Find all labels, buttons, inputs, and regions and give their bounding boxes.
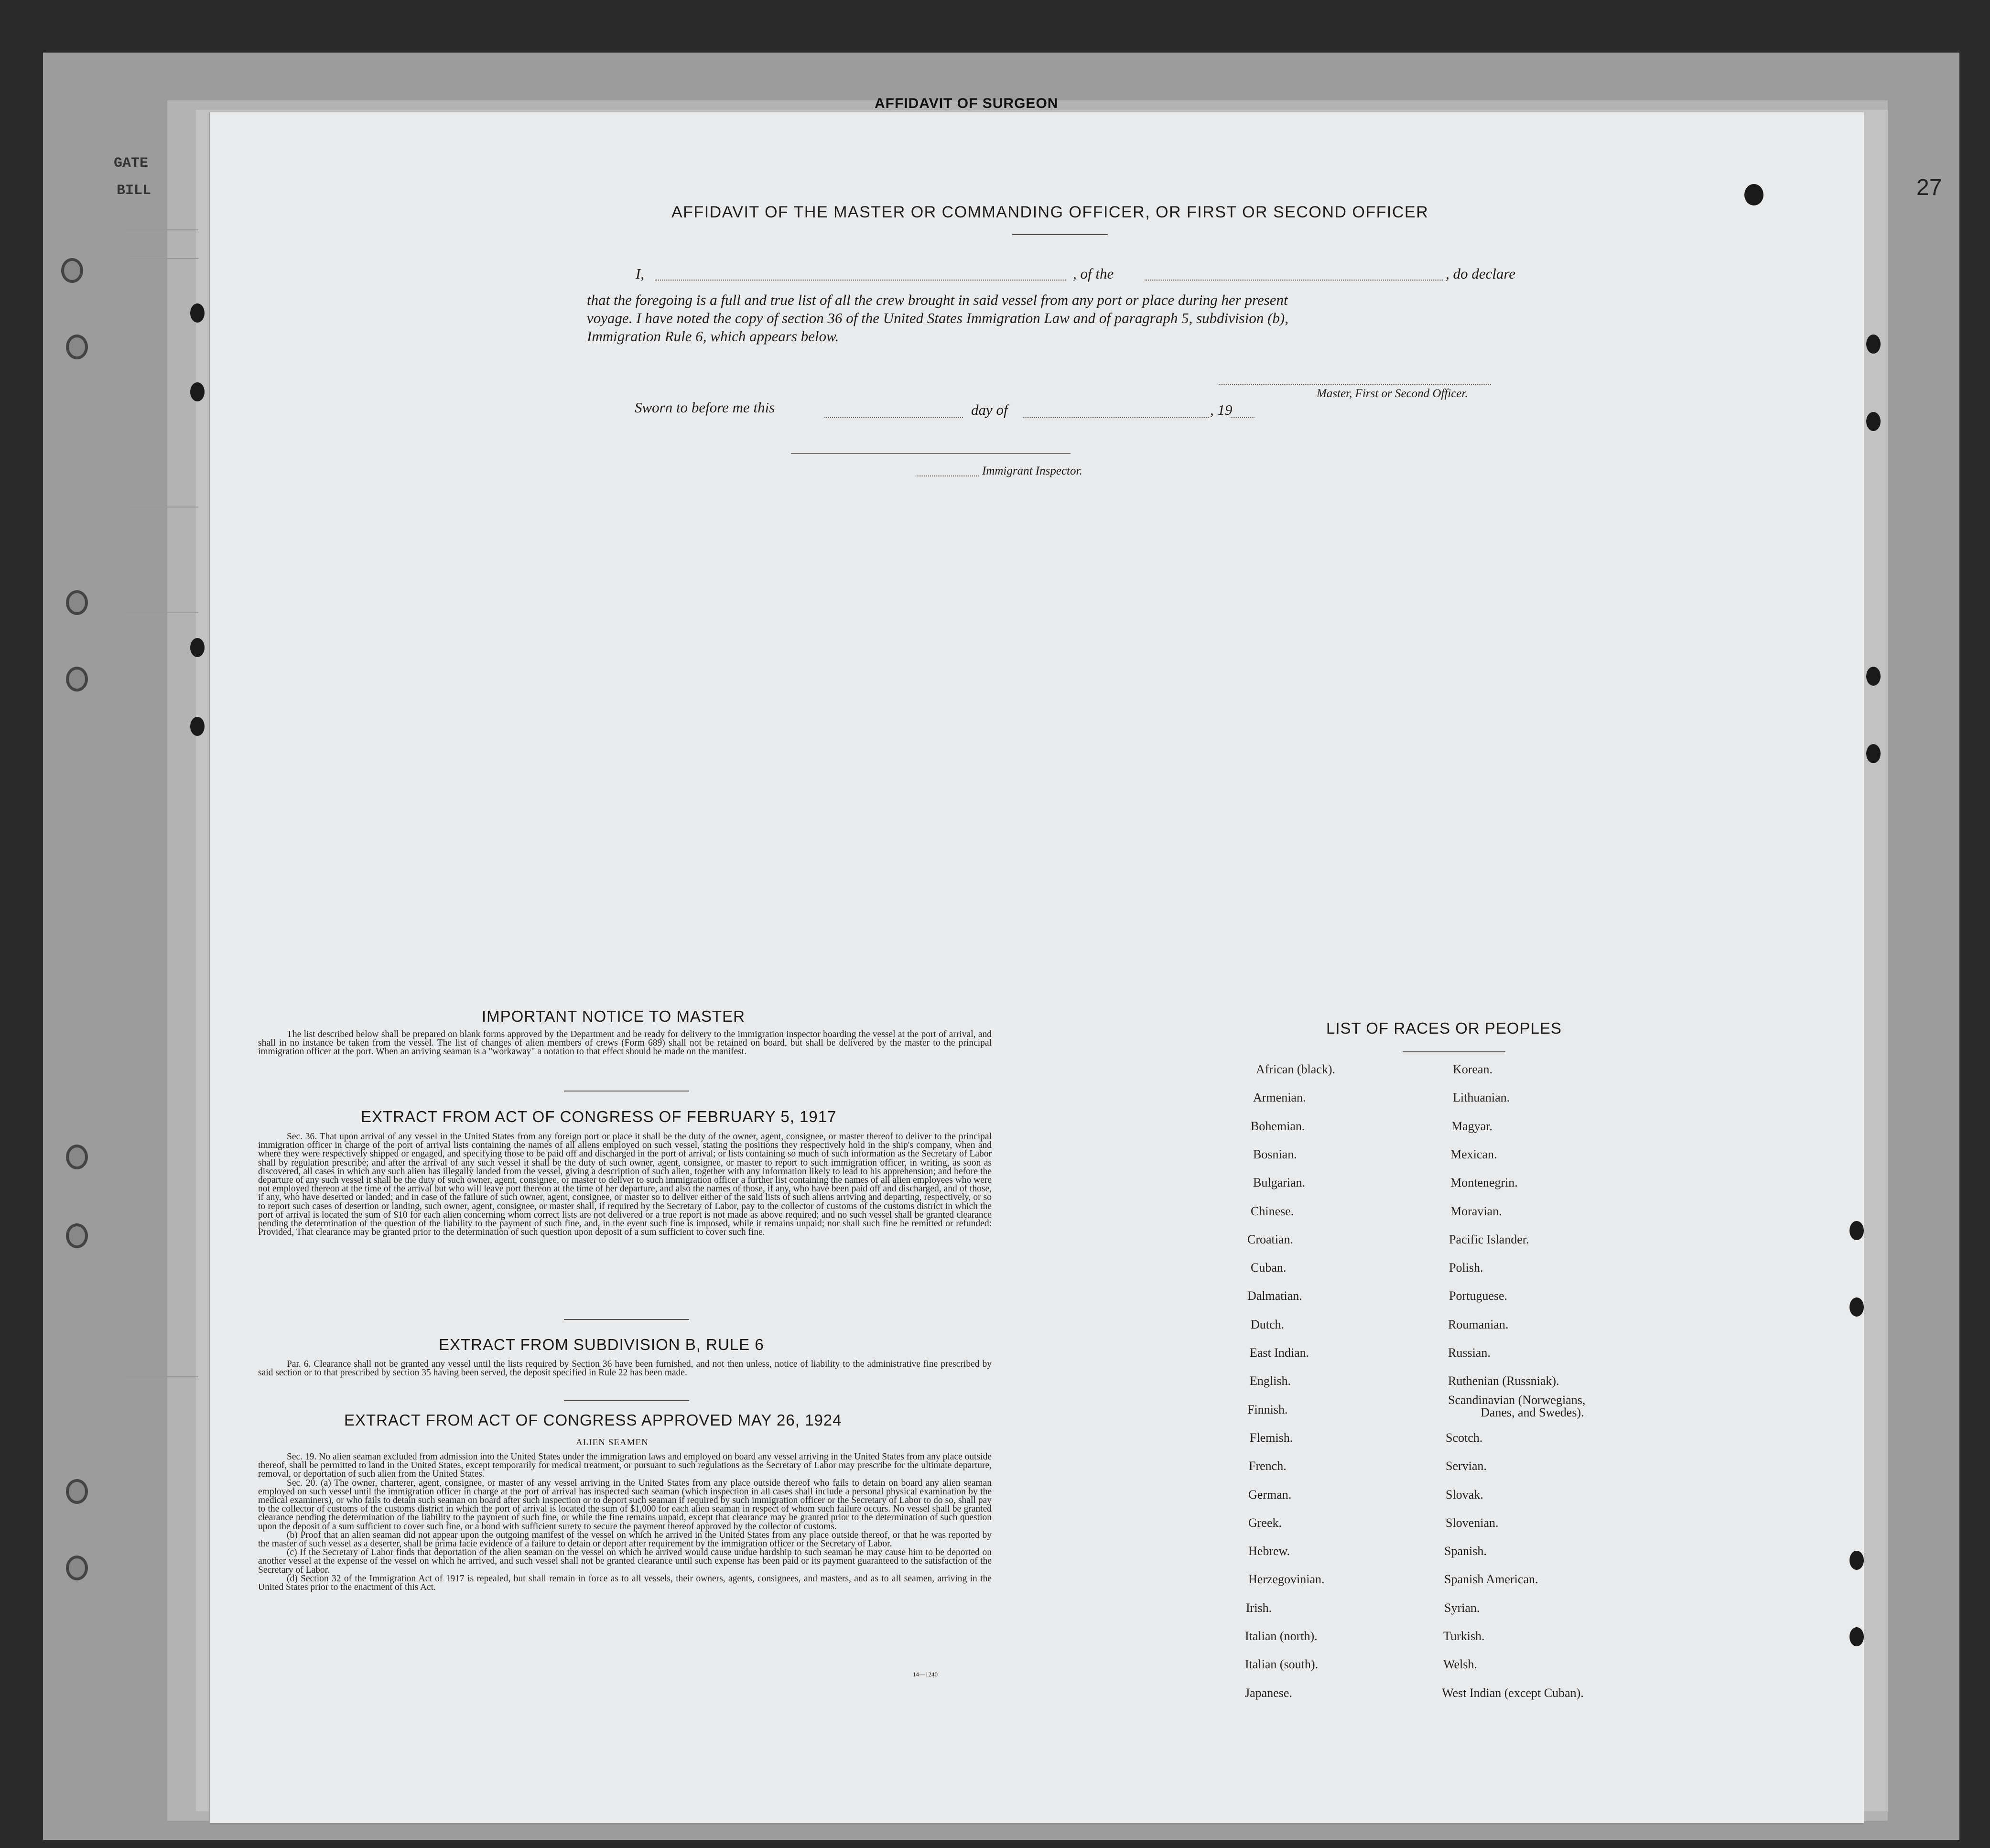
declaration-line-2: that the foregoing is a full and true list of all the crew brought in said vessel from any port or place during her present: [587, 292, 1288, 308]
binder-ring: [61, 258, 83, 283]
race-item: Slovak.: [1446, 1488, 1483, 1502]
sworn-day-field[interactable]: [824, 417, 963, 418]
race-item: Mexican.: [1450, 1147, 1497, 1161]
race-item: Korean.: [1453, 1062, 1493, 1076]
races-title-rule: [1403, 1051, 1505, 1052]
binder-ring: [66, 335, 88, 359]
inspector-signature-line[interactable]: [791, 453, 1071, 454]
punch-hole: [1849, 1297, 1864, 1317]
binder-ring: [66, 667, 88, 692]
race-item: Bulgarian.: [1253, 1176, 1306, 1189]
race-item: Cuban.: [1251, 1261, 1287, 1275]
extract-1917-text: Sec. 36. That upon arrival of any vessel in the United States from any foreign port or place it shall be the duty of the owner, agent, consignee, or master thereof to deliver to the principal immigration officer in charge of the port of arrival lists containing the names of all aliens employed on such vessel, stating the positions they respectively hold in the ship's company, when and where they were respectively shipped or engaged, and specifying those to be paid off and discharged in the port of arrival; or lists containing so much of such information as the Secretary of Labor shall by regulation prescribe; and after the arrival of any such vessel it shall be the duty of such owner, agent, consignee, or master to report to such immigration officer, in writing, as soon as discovered, all cases in which any such alien has illegally landed from the vessel, giving a description of such alien, together with any information likely to lead to his apprehension; and before the departure of any such vessel it shall be the duty of such owner, agent, consignee, or master to deliver to such immigration officer a further list containing the names of all alien employees who were not employed thereon at the time of the arrival but who will leave port thereon at the time of her departure, and also the names of those, if any, who have been paid off and discharged, and of those, if any, who have deserted or landed; and in case of the failure of such owner, agent, consignee, or master so to deliver either of the said lists of such aliens arriving and departing, respectively, or so to report such cases of desertion or landing, such owner, agent, consignee, or master shall, if required by the Secretary of Labor, pay to the collector of customs of the customs district in which the port of arrival is located the sum of $10 for each alien concerning whom correct lists are not delivered or a true report is not made as above required; and no such vessel shall be granted clearance pending the determination of the question of the liability to the payment of such fine, and, in the event such fine is imposed, while it remains unpaid; nor shall such fine be remitted or refunded: Provided, That clearance may be granted prior to the determination of such question upon deposit of a sum sufficient to cover such fine.: [258, 1132, 992, 1238]
race-item: Roumanian.: [1448, 1318, 1509, 1331]
notice-title: IMPORTANT NOTICE TO MASTER: [482, 1007, 746, 1025]
extract-1917-title: EXTRACT FROM ACT OF CONGRESS OF FEBRUARY 5, 1917: [361, 1108, 837, 1125]
race-item: Ruthenian (Russniak).: [1448, 1374, 1559, 1388]
section-rule: [564, 1400, 689, 1401]
race-item: Russian.: [1448, 1346, 1491, 1360]
race-item: Polish.: [1449, 1261, 1483, 1275]
punch-hole: [190, 717, 205, 736]
race-item: English.: [1250, 1374, 1291, 1388]
background-page-title: AFFIDAVIT OF SURGEON: [875, 96, 1059, 111]
race-item: Croatian.: [1247, 1232, 1294, 1246]
race-item: Dalmatian.: [1247, 1289, 1302, 1303]
race-item: German.: [1248, 1488, 1292, 1502]
race-item: Irish.: [1246, 1601, 1272, 1615]
race-item: Spanish.: [1444, 1544, 1487, 1558]
punch-hole: [1866, 667, 1881, 686]
punch-hole: [1744, 184, 1763, 205]
officer-signature-field[interactable]: [1219, 384, 1491, 385]
vessel-name-field[interactable]: [1145, 280, 1443, 281]
race-item: African (black).: [1256, 1062, 1336, 1076]
punch-hole: [190, 303, 205, 323]
race-item: Spanish American.: [1444, 1572, 1538, 1586]
left-fragment-1: GATE: [114, 155, 149, 172]
year-label: , 19: [1210, 401, 1233, 418]
race-item: Armenian.: [1253, 1091, 1306, 1104]
race-item: West Indian (except Cuban).: [1442, 1686, 1584, 1700]
notice-text: The list described below shall be prepared on blank forms approved by the Department and be ready for delivery to the immigration inspector boarding the vessel at the port of arrival, and shall in no instance be taken from the vessel. The list of changes of alien members of crews (Form 689) shall not be retained on board, but shall be delivered by the master to the principal immigration officer at the port. When an arriving seaman is a "workaway" a notation to that effect should be made on the manifest.: [258, 1029, 992, 1057]
race-item-continuation: Danes, and Swedes).: [1481, 1405, 1584, 1419]
extract-1924-title: EXTRACT FROM ACT OF CONGRESS APPROVED MAY 26, 1924: [344, 1411, 842, 1429]
of-the-label: , of the: [1073, 265, 1114, 282]
race-item: Bohemian.: [1251, 1119, 1305, 1133]
race-item: Slovenian.: [1446, 1516, 1499, 1530]
page-number-fragment: 27: [1916, 175, 1942, 200]
binder-ring: [66, 1556, 88, 1580]
race-item: Herzegovinian.: [1248, 1572, 1325, 1586]
race-item: Turkish.: [1443, 1629, 1485, 1643]
master-name-field[interactable]: [655, 280, 1066, 281]
sworn-label: Sworn to before me this: [635, 399, 775, 416]
inspector-caption: Immigrant Inspector.: [982, 465, 1082, 477]
race-item: Flemish.: [1250, 1431, 1293, 1445]
sworn-month-field[interactable]: [1023, 417, 1209, 418]
punch-hole: [1866, 412, 1881, 431]
race-item: Dutch.: [1251, 1318, 1285, 1331]
race-item: Scotch.: [1446, 1431, 1483, 1445]
race-item: Italian (south).: [1245, 1657, 1319, 1671]
ruled-line: [127, 507, 198, 508]
race-item: Lithuanian.: [1453, 1091, 1510, 1104]
declaration-line-3: voyage. I have noted the copy of section 36 of the United States Immigration Law and of paragraph 5, subdivision (b),: [587, 310, 1288, 326]
race-item: Finnish.: [1247, 1403, 1288, 1416]
form-number: 14—1240: [913, 1671, 938, 1678]
race-item: Syrian.: [1444, 1601, 1480, 1615]
affidavit-title: AFFIDAVIT OF THE MASTER OR COMMANDING OFFICER, OR FIRST OR SECOND OFFICER: [671, 203, 1429, 221]
declaration-line-4: Immigration Rule 6, which appears below.: [587, 328, 839, 345]
race-item: Montenegrin.: [1450, 1176, 1518, 1189]
extract-1924-text: Sec. 19. No alien seaman excluded from admission into the United States under the immigration laws and employed on board any vessel arriving in the United States from any place outside thereof, shall be permitted to land in the United States, except temporarily for medical treatment, or pursuant to such regulations as the Secretary of Labor may prescribe for the ultimate departure, removal, or deportation of such alien from the United States. Sec. 20. (a) The owner, charterer, agent, consignee, or master of any vessel arriving in the United States from any place outside thereof who fails to detain on board any alien seaman employed on such vessel until the immigration officer in charge at the port of arrival has inspected such seaman (which inspection in all cases shall include a personal physical examination by the medical examiners), or who fails to detain such seaman on board after such inspection or to deport such seaman if required by such immigration officer or the Secretary of Labor to do so, shall pay to the collector of customs of the customs district in which the port of arrival is located the sum of $1,000 for each alien seaman in respect of whom such failure occurs. No vessel shall be granted clearance pending the determination of the liability to the payment of such fine, or while the fine remains unpaid, except that clearance may be granted prior to the determination of such question upon the deposit of a sum sufficient to cover such fine, or a bond with sufficient surety to secure the payment thereof approved by the collector of customs. (b) Proof that an alien seaman did not appear upon the outgoing manifest of the vessel on which he arrived in the United States from any place outside thereof, or that he was reported by the master of such vessel as a deserter, shall be prima facie evidence of a failure to detain or deport after requirement by the immigration officer or the Secretary of Labor. (c) If the Secretary of Labor finds that deportation of the alien seaman on the vessel on which he arrived would cause undue hardship to such seaman he may cause him to be deported on another vessel at the expense of the vessel on which he arrived, and such vessel shall not be granted clearance until such expense has been paid or its payment guaranteed to the satisfaction of the Secretary of Labor. (d) Section 32 of the Immigration Act of 1917 is repealed, but shall remain in force as to all vessels, their owners, agents, consignees, and masters, and as to all seamen, arriving in the United States prior to the enactment of this Act.: [258, 1452, 992, 1593]
race-item: Greek.: [1248, 1516, 1282, 1530]
section-rule: [564, 1319, 689, 1320]
do-declare-label: , do declare: [1446, 265, 1516, 282]
ruled-line: [127, 612, 198, 613]
section-rule: [564, 1091, 689, 1092]
race-item: Italian (north).: [1245, 1629, 1318, 1643]
punch-hole: [1849, 1627, 1864, 1646]
punch-hole: [1849, 1551, 1864, 1570]
race-item: Japanese.: [1245, 1686, 1292, 1700]
race-item: East Indian.: [1250, 1346, 1309, 1360]
race-item: Chinese.: [1251, 1204, 1294, 1218]
signature-caption: Master, First or Second Officer.: [1317, 387, 1468, 400]
binder-ring: [66, 1479, 88, 1504]
punch-hole: [1866, 744, 1881, 763]
sworn-year-field[interactable]: [1231, 417, 1255, 418]
race-item: Scandinavian (Norwegians,: [1448, 1393, 1586, 1407]
punch-hole: [190, 382, 205, 401]
title-rule: [1012, 234, 1108, 235]
punch-hole: [190, 638, 205, 657]
race-item: Welsh.: [1443, 1657, 1477, 1671]
races-title: LIST OF RACES OR PEOPLES: [1326, 1019, 1562, 1037]
binder-ring: [66, 1145, 88, 1169]
race-item: Portuguese.: [1449, 1289, 1508, 1303]
race-item: Hebrew.: [1248, 1544, 1290, 1558]
extract-rule6-text: Par. 6. Clearance shall not be granted any vessel until the lists required by Section 36 have been furnished, and not then unless, notice of liability to the administrative fine prescribed by said section or to that prescribed by section 35 having been served, the deposit specified in Rule 22 has been made.: [258, 1359, 992, 1378]
ruled-line: [127, 258, 198, 259]
punch-hole: [1866, 335, 1881, 354]
race-item: Servian.: [1446, 1459, 1487, 1473]
race-item: Pacific Islander.: [1449, 1232, 1529, 1246]
binder-ring: [66, 590, 88, 615]
left-fragment-2: BILL: [117, 183, 151, 199]
race-item: Moravian.: [1450, 1204, 1502, 1218]
extract-1924-subtitle: ALIEN SEAMEN: [576, 1437, 649, 1448]
extract-rule6-title: EXTRACT FROM SUBDIVISION B, RULE 6: [439, 1336, 764, 1353]
race-item: French.: [1249, 1459, 1287, 1473]
i-label: I,: [636, 265, 645, 282]
binder-ring: [66, 1223, 88, 1248]
day-of-label: day of: [971, 401, 1008, 418]
race-item: Bosnian.: [1253, 1147, 1297, 1161]
punch-hole: [1849, 1221, 1864, 1240]
ruled-line: [127, 229, 198, 230]
race-item: Magyar.: [1451, 1119, 1492, 1133]
ruled-line: [127, 1376, 198, 1377]
